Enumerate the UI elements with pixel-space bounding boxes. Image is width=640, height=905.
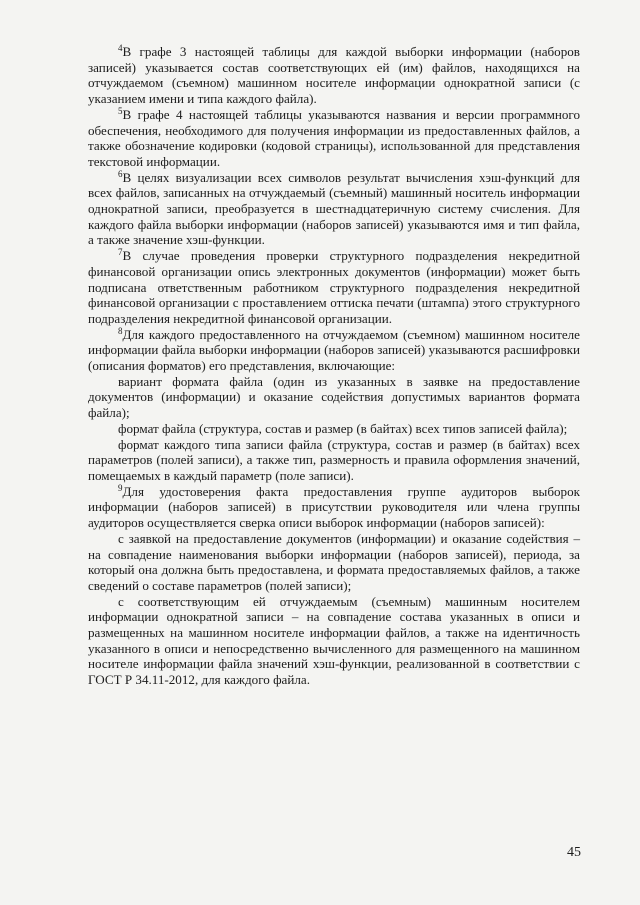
footnote-8 (88, 327, 580, 374)
footnote-mark: 6 (118, 168, 123, 179)
footnote-text: В графе 4 настоящей таблицы указываются названия и версии программного обеспечения, необходимого для получения информации из предоставленных файлов, а также обозначение кодировки (кодовой страницы), использованной для представления текстовой информации. (88, 106, 580, 169)
footnote-mark: 8 (118, 325, 123, 336)
footnote-8-item-2: формат файла (структура, состав и размер (в байтах) всех типов записей файла); (118, 420, 568, 436)
footnote-6 (88, 170, 580, 249)
footnote-text: В случае проведения проверки структурного подразделения некредитной финансовой организации опись электронных документов (информации) может быть подписана ответственным работником структурного подразделения некредитной финансовой организации с проставлением оттиска печати (штампа) этого структурного подразделения некредитной финансовой организации. (88, 248, 580, 326)
footnote-8-item-1: вариант формата файла (один из указанных в заявке на предоставление документов (информации) и оказание содействия допустимых вариантов формата файла); (88, 373, 580, 421)
footnote-mark: 9 (118, 482, 123, 493)
footnote-text: В графе 3 настоящей таблицы для каждой выборки информации (наборов записей) указывается состав соответствующих ей (им) файлов, находящихся на отчуждаемом (съемном) машинном носителе информации однократной записи (с указанием имени и типа каждого файла). (88, 44, 580, 107)
footnote-9-item-2: с соответствующим ей отчуждаемым (съемным) машинным носителем информации однократной записи – на совпадение состава указанных в описи и размещенных на машинном носителе информации файлов, а также на идентичность указанного в описи и непосредственно вычисленного для размещенного на машинном носителе информации файла значений хэш-функции, реализованной в соответствии с ГОСТ Р 34.11-2012, для каждого файла. (88, 593, 580, 688)
footnote-text: В целях визуализации всех символов результат вычисления хэш-функций для всех файлов, записанных на отчуждаемый (съемный) машинный носитель информации однократной записи, преобразуется в шестнадцатеричную систему счисления. Для каждого файла выборки информации (наборов записей) указываются имя и тип файла, а также значение хэш-функции. (88, 169, 580, 248)
page-content (88, 44, 580, 688)
footnote-7 (88, 248, 580, 327)
footnote-mark: 7 (118, 247, 123, 258)
footnote-5 (88, 107, 580, 170)
footnote-4 (88, 44, 580, 107)
footnote-text: Для каждого предоставленного на отчуждаемом (съемном) машинном носителе информации файла выборки информации (наборов записей) указываются расшифровки (описания форматов) его представления, включающие: (88, 326, 580, 374)
footnote-8-item-3: формат каждого типа записи файла (структура, состав и размер (в байтах) всех параметров (полей записи), а также тип, размерность и правила оформления значений, помещаемых в каждый параметр (поле записи). (88, 436, 580, 483)
footnote-text: Для удостоверения факта предоставления группе аудиторов выборок информации (наборов записей) в присутствии руководителя или члена группы аудиторов осуществляется сверка описи выборок информации (наборов записей): (88, 483, 580, 531)
footnote-9 (88, 484, 580, 531)
footnote-9-item-1: с заявкой на предоставление документов (информации) и оказание содействия – на совпадение наименования выборки информации (наборов записей), периода, за который она должна быть предоставлена, и формата предоставляемых файлов, а также сведений о составе параметров (полей записи); (88, 530, 580, 593)
footnote-mark: 5 (118, 105, 123, 116)
footnote-mark: 4 (118, 43, 123, 53)
page-number: 45 (567, 845, 581, 860)
